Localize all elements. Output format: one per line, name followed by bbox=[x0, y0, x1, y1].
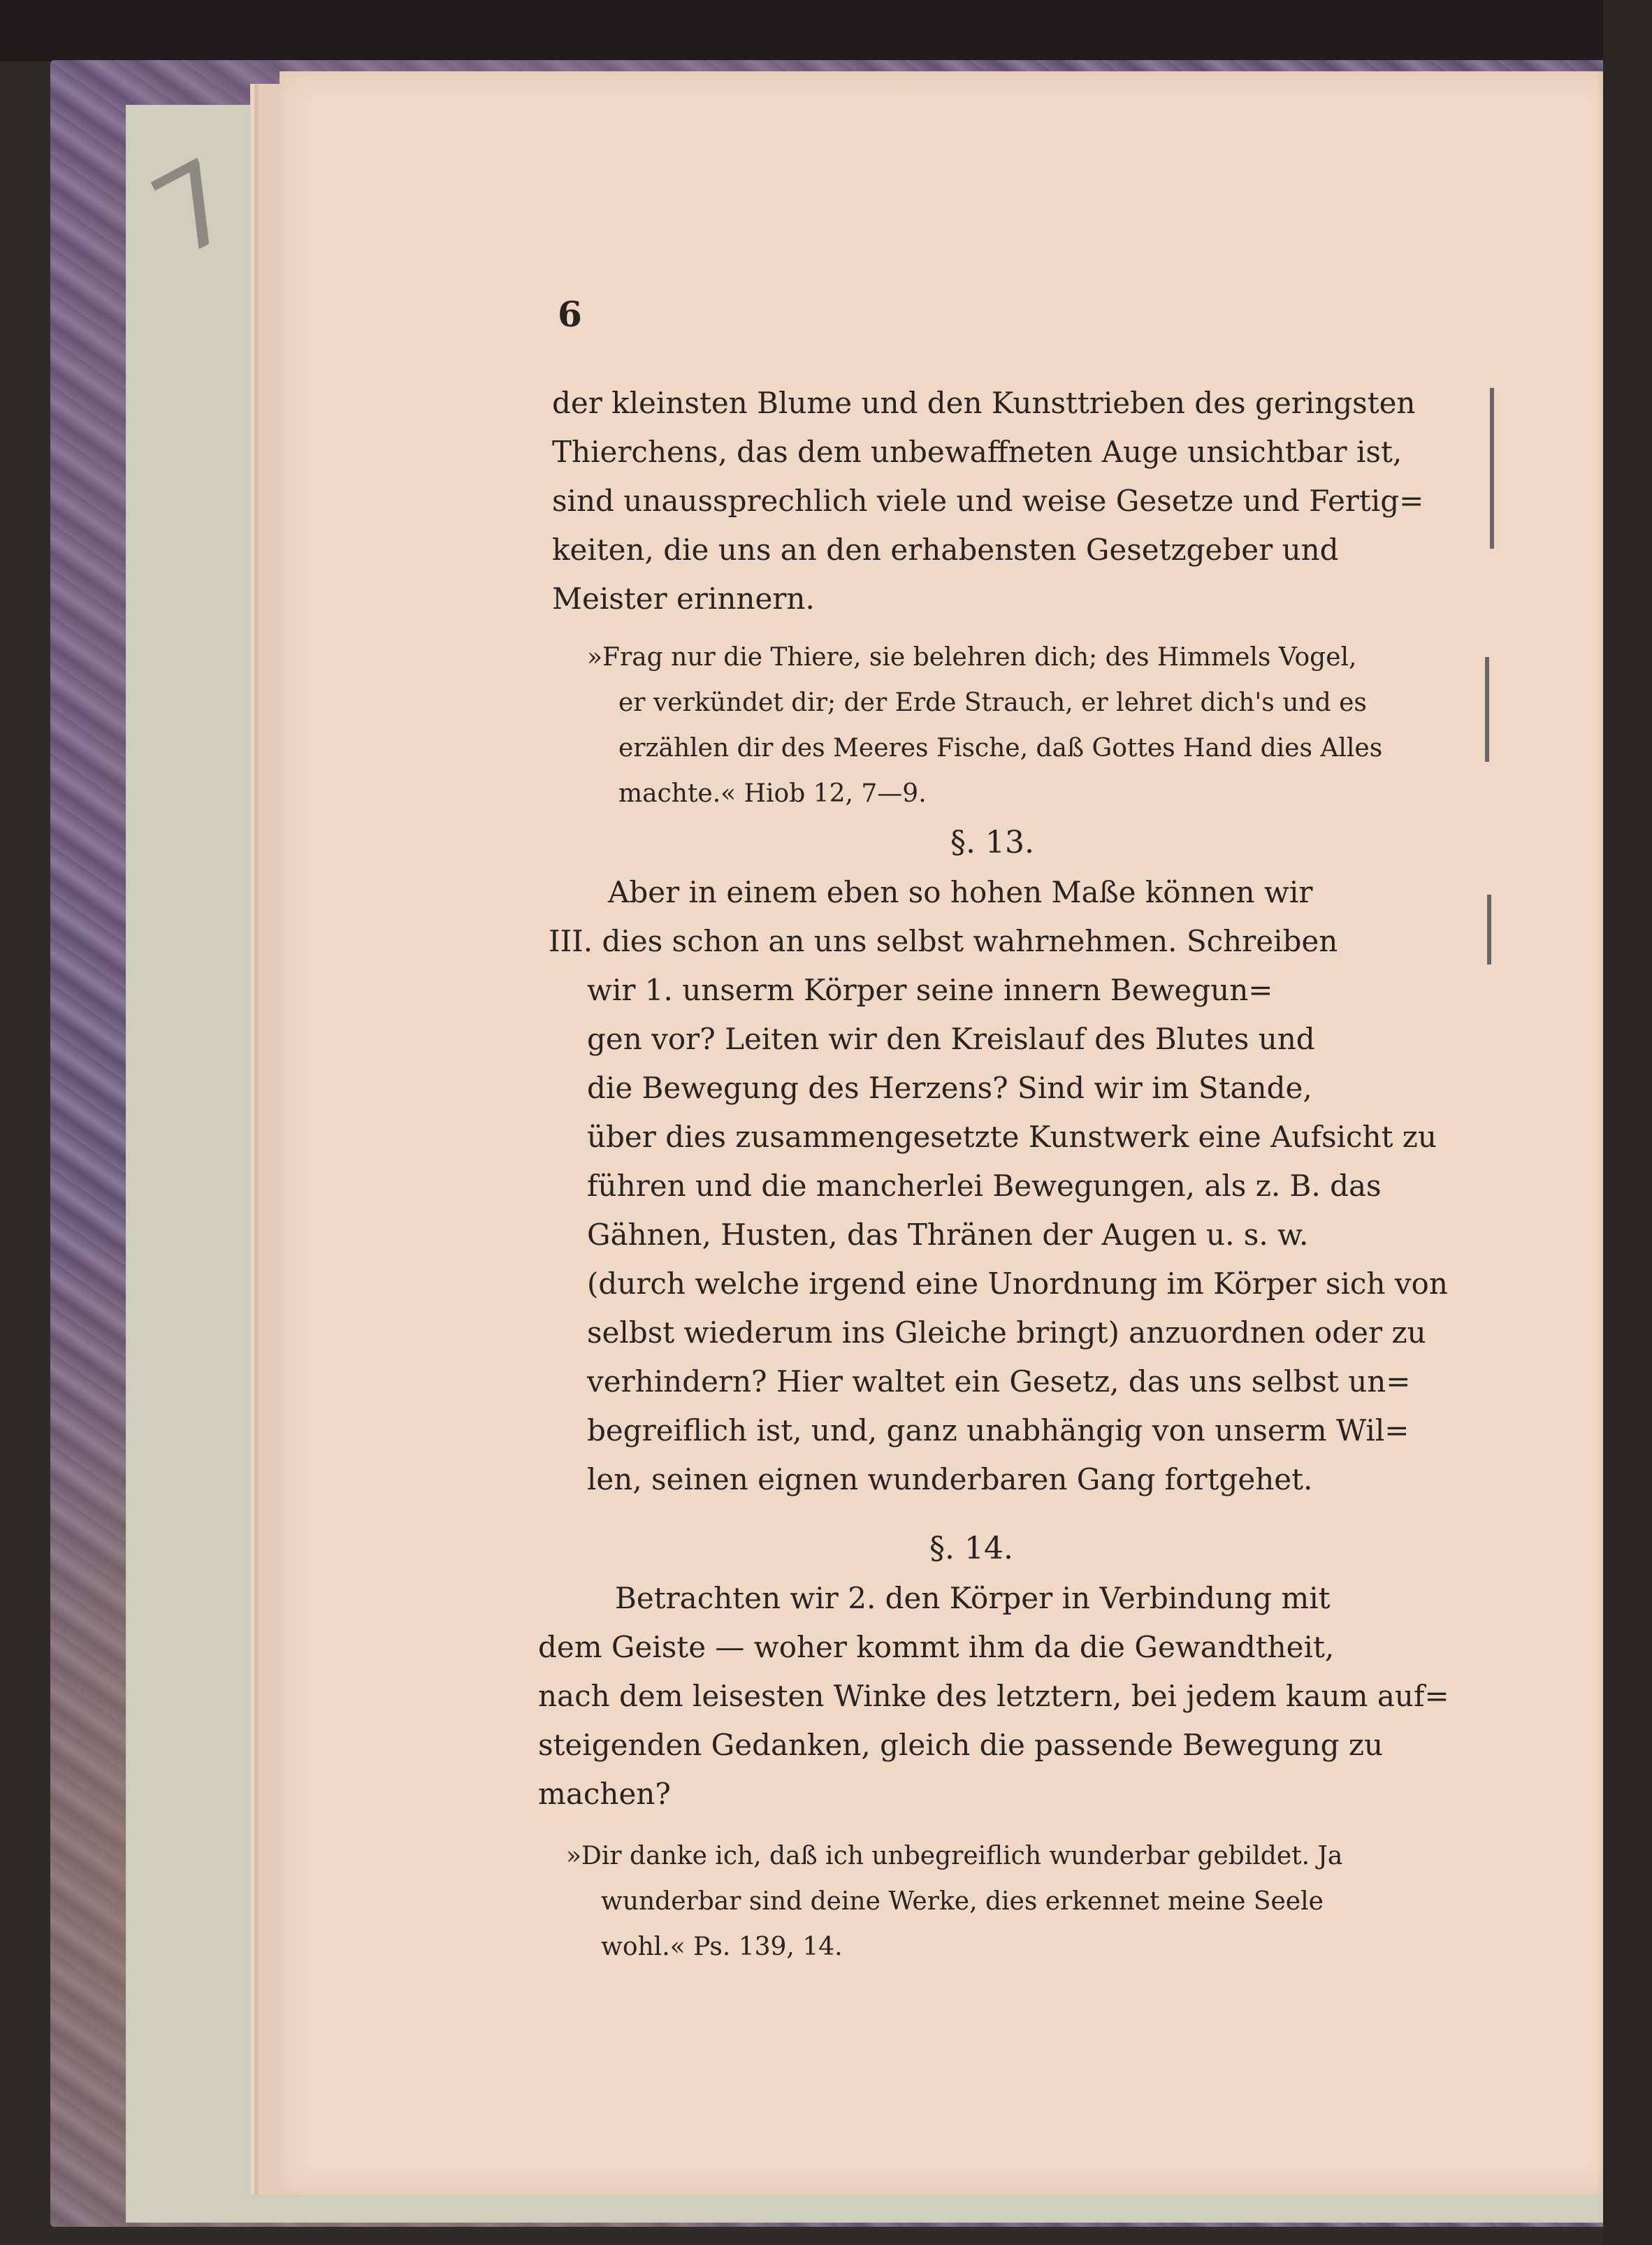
text-line: (durch welche irgend eine Unordnung im Körper sich von bbox=[587, 1266, 1448, 1301]
quote-line: erzählen dir des Meeres Fische, daß Gottes Hand dies Alles bbox=[618, 734, 1383, 763]
text-line: III. dies schon an uns selbst wahrnehmen. Schreiben bbox=[549, 924, 1338, 958]
text-line: sind unaussprechlich viele und weise Gesetze und Fertig= bbox=[552, 484, 1424, 518]
text-line: Betrachten wir 2. den Körper in Verbindung mit bbox=[615, 1581, 1331, 1615]
text-line: Meister erinnern. bbox=[552, 582, 815, 616]
quote-line: er verkündet dir; der Erde Strauch, er lehret dich's und es bbox=[618, 688, 1367, 717]
text-line: len, seinen eignen wunderbaren Gang fortgehet. bbox=[587, 1462, 1313, 1496]
margin-line-mark bbox=[1487, 895, 1491, 965]
text-line: gen vor? Leiten wir den Kreislauf des Blutes und bbox=[587, 1022, 1315, 1056]
page-number: 6 bbox=[558, 294, 582, 335]
quote-line: machte.« Hiob 12, 7—9. bbox=[618, 779, 927, 808]
text-line: begreiflich ist, und, ganz unabhängig von unserm Wil= bbox=[587, 1413, 1410, 1448]
text-line: Thierchens, das dem unbewaffneten Auge unsichtbar ist, bbox=[552, 435, 1403, 469]
text-line: keiten, die uns an den erhabensten Gesetzgeber und bbox=[552, 533, 1339, 567]
text-line: führen und die mancherlei Bewegungen, als z. B. das bbox=[587, 1169, 1382, 1203]
quote-line: wohl.« Ps. 139, 14. bbox=[601, 1933, 843, 1961]
section-heading-13: §. 13. bbox=[950, 825, 1034, 860]
text-line: dem Geiste — woher kommt ihm da die Gewandtheit, bbox=[538, 1630, 1335, 1664]
quote-line: »Dir danke ich, daß ich unbegreiflich wunderbar gebildet. Ja bbox=[566, 1842, 1343, 1870]
margin-line-mark bbox=[1490, 388, 1494, 549]
quote-line: »Frag nur die Thiere, sie belehren dich; des Himmels Vogel, bbox=[587, 643, 1357, 672]
text-line: steigenden Gedanken, gleich die passende Bewegung zu bbox=[538, 1728, 1384, 1762]
text-line: Aber in einem eben so hohen Maße können wir bbox=[608, 875, 1313, 909]
text-line: über dies zusammengesetzte Kunstwerk eine Aufsicht zu bbox=[587, 1120, 1437, 1154]
scan-top-edge bbox=[0, 0, 1652, 62]
text-line: der kleinsten Blume und den Kunsttrieben des geringsten bbox=[552, 386, 1416, 420]
text-line: selbst wiederum ins Gleiche bringt) anzuordnen oder zu bbox=[587, 1315, 1426, 1350]
text-line: Gähnen, Husten, das Thränen der Augen u. s. w. bbox=[587, 1218, 1309, 1252]
text-line: wir 1. unserm Körper seine innern Bewegun= bbox=[587, 973, 1273, 1007]
text-line: die Bewegung des Herzens? Sind wir im Stande, bbox=[587, 1071, 1312, 1105]
quote-line: wunderbar sind deine Werke, dies erkennet meine Seele bbox=[601, 1887, 1324, 1916]
text-line: machen? bbox=[538, 1777, 671, 1811]
text-line: verhindern? Hier waltet ein Gesetz, das uns selbst un= bbox=[587, 1364, 1411, 1399]
scan-right-edge bbox=[1603, 0, 1652, 2245]
margin-line-mark bbox=[1485, 657, 1489, 762]
pencil-annotation: 7 bbox=[131, 133, 256, 282]
text-line: nach dem leisesten Winke des letztern, bei jedem kaum auf= bbox=[538, 1679, 1449, 1713]
section-heading-14: §. 14. bbox=[929, 1531, 1013, 1566]
